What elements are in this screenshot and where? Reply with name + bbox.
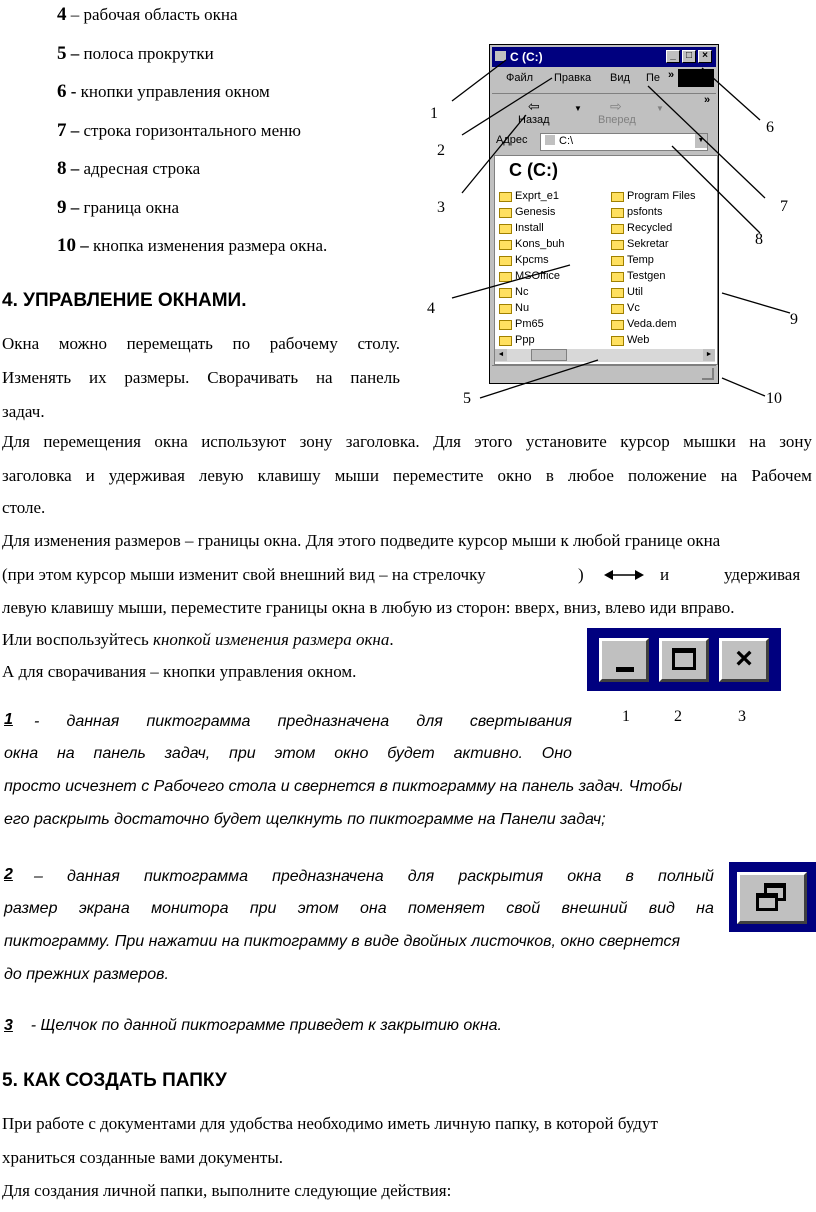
chevron-icon: »	[668, 69, 675, 81]
word: панель	[350, 368, 400, 387]
word: на	[696, 900, 714, 917]
note1-line-2	[4, 745, 572, 763]
callout-9: 9	[790, 311, 798, 328]
dropdown-icon-2: ▼	[656, 104, 664, 113]
note2-line-4: до прежних размеров.	[4, 966, 169, 983]
word: этого	[474, 432, 513, 451]
menu-go: Пе	[646, 72, 661, 84]
note2-line-2	[4, 900, 714, 918]
address-value: C:\	[559, 135, 574, 147]
word: панель	[93, 745, 146, 762]
folder-label: Exprt_e1	[515, 190, 560, 202]
legend-text: граница окна	[83, 197, 180, 217]
double-arrow-icon	[604, 568, 644, 582]
word: активно.	[453, 745, 523, 762]
word: данная	[66, 713, 120, 730]
word: на	[720, 466, 738, 485]
word: зону	[299, 432, 333, 451]
word: будет	[387, 745, 435, 762]
callout-1: 1	[430, 105, 438, 122]
address-label: Адрес	[496, 134, 528, 146]
folder-label: Veda.dem	[627, 318, 677, 330]
section5-line-2: храниться созданные вами документы.	[2, 1148, 283, 1167]
word: Оно	[541, 745, 572, 762]
word: окна	[154, 432, 188, 451]
legend-separator: -	[66, 82, 81, 101]
word: окна	[4, 745, 39, 762]
word: для	[407, 868, 435, 885]
legend-number: 9	[57, 196, 67, 218]
legend-number: 8	[57, 158, 67, 179]
close-button-icon: ×	[719, 638, 769, 682]
restore-icon	[737, 872, 807, 924]
word: мышки	[683, 432, 736, 451]
word: Окна	[2, 334, 40, 353]
legend-number: 6	[57, 81, 67, 102]
legend-number: 4	[57, 4, 67, 25]
forward-label: Вперед	[598, 114, 636, 126]
word: Для	[433, 432, 461, 451]
drive-heading: C (C:)	[509, 160, 558, 180]
legend-separator: –	[76, 236, 93, 255]
word: курсор	[620, 432, 670, 451]
word: Изменять	[2, 368, 72, 387]
resize-line-3: левую клавишу мыши, переместите границы окна в любую из сторон: вверх, вниз, влево иди вправо.	[2, 598, 735, 617]
word: вид	[648, 900, 675, 917]
folder-label: Program Files	[627, 190, 696, 202]
word: удерживая	[108, 466, 185, 485]
word: любое	[567, 466, 614, 485]
word: столу.	[357, 334, 400, 353]
word: поменяет	[407, 900, 485, 917]
close-icon: ×	[698, 50, 712, 63]
word: -	[34, 713, 40, 730]
callout-5: 5	[463, 390, 471, 407]
note1-line-3: просто исчезнет с Рабочего стола и свернется в пиктограмму на панель задач. Чтобы	[4, 778, 683, 795]
folder-label: Vc	[627, 302, 640, 314]
minimize-line: А для сворачивания – кнопки управления окном.	[2, 662, 357, 681]
note1-number: 1	[4, 711, 13, 728]
minimize-icon: _	[666, 50, 680, 63]
callout-4: 4	[427, 300, 435, 317]
legend-text: кнопки управления окном	[80, 82, 270, 101]
resize-line-4c: .	[389, 630, 394, 649]
back-arrow-icon: ⇦	[528, 98, 540, 114]
word: данная	[67, 868, 120, 885]
legend-text: строка горизонтального меню	[83, 120, 301, 140]
legend-number: 10	[57, 235, 76, 256]
word: –	[34, 868, 43, 885]
legend-text: кнопка изменения размера окна.	[93, 236, 328, 255]
word: монитора	[151, 900, 229, 917]
word: на	[56, 745, 75, 762]
word: задач,	[164, 745, 211, 762]
word: переместите	[392, 466, 484, 485]
word: полный	[658, 868, 714, 885]
control-label-2: 2	[674, 708, 682, 725]
dropdown-icon: ▼	[574, 104, 582, 113]
legend-text: рабочая область окна	[83, 5, 238, 24]
back-label: Назад	[518, 114, 550, 126]
word: мыши	[334, 466, 379, 485]
intro-line-3: задач.	[2, 402, 45, 421]
callout-10: 10	[766, 390, 782, 407]
word: предназначена	[277, 713, 390, 730]
word: на	[749, 432, 766, 451]
word: этом	[274, 745, 316, 762]
word: экрана	[78, 900, 130, 917]
folder-label: Pm65	[515, 318, 544, 330]
intro-line-1	[2, 334, 400, 354]
maximize-icon: □	[682, 50, 696, 63]
menu-view: Вид	[610, 72, 630, 84]
move-line-1	[2, 432, 812, 452]
folder-label: Nu	[515, 302, 530, 314]
address-dropdown-icon: ▼	[695, 134, 707, 148]
folder-label: Install	[515, 222, 544, 234]
word: можно	[58, 334, 107, 353]
folder-label: Recycled	[627, 222, 673, 234]
resize-line-4	[2, 630, 394, 650]
resize-line-2c: и	[660, 565, 670, 584]
resize-line-2d: удерживая	[724, 565, 801, 584]
intro-line-2	[2, 368, 400, 388]
word: на	[315, 368, 333, 387]
word: в	[545, 466, 554, 485]
folder-label: psfonts	[627, 206, 663, 218]
legend-number: 7	[57, 119, 67, 141]
callout-7: 7	[780, 198, 788, 215]
word: окно	[497, 466, 532, 485]
word: рабочему	[269, 334, 338, 353]
word: окна	[567, 868, 602, 885]
word: размеры.	[124, 368, 190, 387]
folder-label: Kons_buh	[515, 238, 565, 250]
section5-line-3: Для создания личной папки, выполните следующие действия:	[2, 1181, 452, 1200]
word: используют	[201, 432, 287, 451]
folder-label: Testgen	[627, 270, 666, 282]
forward-arrow-icon: ⇨	[610, 98, 622, 114]
folder-label: Util	[627, 286, 643, 298]
folder-label: Web	[627, 334, 650, 346]
word: по	[232, 334, 251, 353]
menu-file: Файл	[506, 72, 534, 84]
word: и	[85, 466, 95, 485]
note2-line-3: пиктограмму. При нажатии на пиктограмму в виде двойных листочков, окно свернется	[4, 933, 681, 950]
word: свертывания	[469, 713, 572, 730]
folder-label: Temp	[627, 254, 654, 266]
move-line-3: столе.	[2, 498, 46, 517]
resize-line-4b: кнопкой изменения размера окна	[153, 630, 390, 649]
note2-number: 2	[4, 866, 13, 883]
word: Для	[2, 432, 30, 451]
word: установите	[525, 432, 607, 451]
word: раскрытия	[458, 868, 544, 885]
word: внешний	[561, 900, 628, 917]
callout-6: 6	[766, 119, 774, 136]
legend-separator: –	[66, 120, 84, 140]
word: этом	[297, 900, 339, 917]
word: заголовка	[2, 466, 72, 485]
resize-line-4a: Или воспользуйтесь	[2, 630, 153, 649]
word: при	[249, 900, 277, 917]
callout-3: 3	[437, 199, 445, 216]
word: предназначена	[272, 868, 384, 885]
word: Сворачивать	[207, 368, 299, 387]
restore-button-image	[729, 862, 816, 932]
word: зону	[779, 432, 812, 451]
callout-8: 8	[755, 231, 763, 248]
word: клавишу	[257, 466, 321, 485]
word: пиктограмма	[146, 713, 251, 730]
note1-line-4: его раскрыть достаточно будет щелкнуть по пиктограмме на Панели задач;	[4, 811, 606, 828]
word: размер	[4, 900, 58, 917]
maximize-button-icon	[659, 638, 709, 682]
section5-title: 5. КАК СОЗДАТЬ ПАПКУ	[2, 1070, 227, 1091]
note1-line-1	[34, 713, 572, 731]
move-line-2	[2, 466, 812, 486]
word: левую	[198, 466, 244, 485]
folder-label: Nc	[515, 286, 529, 298]
legend-separator: –	[66, 43, 84, 63]
legend-separator: –	[66, 159, 84, 178]
section4-title: 4. УПРАВЛЕНИЕ ОКНАМИ.	[2, 290, 247, 311]
control-label-1: 1	[622, 708, 630, 725]
word: перемещать	[126, 334, 213, 353]
word: в	[625, 868, 634, 885]
note3-text: - Щелчок по данной пиктограмме приведет к закрытию окна.	[30, 1017, 502, 1034]
minimize-button-icon	[599, 638, 649, 682]
word: свой	[506, 900, 541, 917]
resize-line-2a: (при этом курсор мыши изменит свой внешний вид – на стрелочку	[2, 565, 486, 584]
legend-number: 5	[57, 42, 67, 64]
folder-label: Ppp	[515, 334, 535, 346]
word: она	[360, 900, 387, 917]
callout-arrows	[0, 0, 816, 420]
folder-label: MSOffice	[515, 270, 561, 282]
legend-separator: –	[66, 197, 84, 217]
legend-separator: –	[66, 5, 84, 24]
callout-2: 2	[437, 142, 445, 159]
legend-text: полоса прокрутки	[83, 43, 214, 63]
window-title: C (C:)	[510, 50, 543, 64]
resize-line-1: Для изменения размеров – границы окна. Для этого подведите курсор мыши к любой границе окна	[2, 531, 721, 550]
chevron-icon-2: »	[704, 94, 711, 106]
word: заголовка.	[345, 432, 420, 451]
legend-text: адресная строка	[83, 159, 201, 178]
section5-line-1: При работе с документами для удобства необходимо иметь личную папку, в которой будут	[2, 1114, 658, 1133]
word: Рабочем	[751, 466, 812, 485]
scroll-right-icon: ►	[703, 349, 715, 361]
scroll-left-icon: ◄	[495, 349, 507, 361]
word: их	[88, 368, 107, 387]
word: окно	[334, 745, 369, 762]
folder-label: Kpcms	[515, 254, 549, 266]
menu-edit: Правка	[554, 72, 592, 84]
window-control-buttons	[587, 628, 781, 691]
word: перемещения	[43, 432, 141, 451]
resize-line-2b: )	[578, 565, 584, 584]
folder-label: Sekretar	[627, 238, 669, 250]
control-label-3: 3	[738, 708, 746, 725]
folder-label: Genesis	[515, 206, 556, 218]
word: пиктограмма	[143, 868, 248, 885]
word: при	[229, 745, 256, 762]
word: положение	[627, 466, 707, 485]
word: для	[416, 713, 443, 730]
note2-line-1	[34, 868, 714, 886]
note3: 3 - Щелчок по данной пиктограмме приведет к закрытию окна.	[4, 1017, 502, 1034]
